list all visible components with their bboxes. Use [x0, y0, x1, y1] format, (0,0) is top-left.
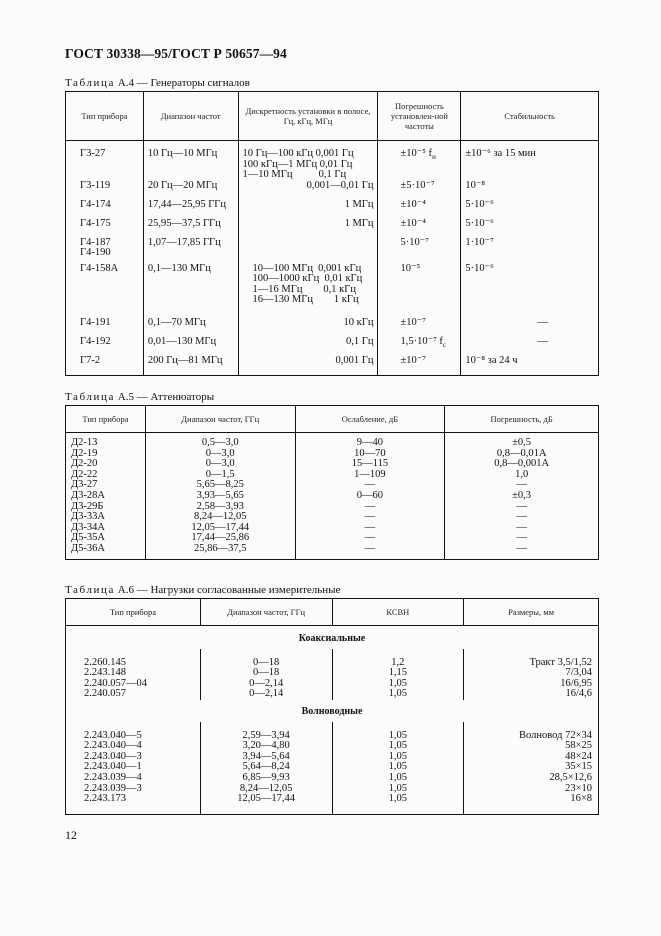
frequency-range-cell: 0—3,0	[145, 459, 295, 470]
device-type-cell: 2.243.173	[66, 794, 201, 805]
table-row	[66, 773, 599, 784]
frequency-range-cell: 200 Гц—81 МГц	[143, 356, 238, 376]
caption-prefix: Таблица	[65, 584, 115, 596]
frequency-range-cell: 0—18	[200, 658, 332, 669]
discreteness-line: 10 кГц	[343, 316, 374, 328]
attenuation-cell: —	[295, 523, 445, 534]
vswr-cell: 1,05	[332, 794, 464, 805]
discreteness-line: 100 кГц—1 МГц 0,01 Гц	[242, 158, 353, 170]
stability-cell: 1·10⁻⁷	[461, 238, 599, 264]
error-cell	[378, 181, 461, 200]
dimensions-cell: 28,5×12,6	[464, 773, 599, 784]
vswr-cell: 1,05	[332, 689, 464, 700]
table-row	[66, 752, 599, 763]
dimensions-cell: 35×15	[464, 762, 599, 773]
error-cell: ±0,5	[445, 433, 599, 449]
device-type-cell: 2.260.145	[66, 658, 201, 669]
frequency-range-cell: 17,44—25,95 ГГц	[143, 200, 238, 219]
device-type-cell: Д3-28А	[66, 491, 146, 502]
device-type-cell	[66, 181, 144, 200]
device-type-cell: Д5-36А	[66, 544, 146, 559]
device-type-cell: Д3-29Б	[66, 502, 146, 513]
table-row	[66, 264, 599, 318]
frequency-range-cell: 1,07—17,85 ГГц	[143, 238, 238, 264]
table-a6-caption	[65, 584, 340, 596]
spacer-cell	[200, 805, 332, 815]
device-type-cell	[66, 200, 144, 219]
table-row	[66, 658, 599, 669]
caption-prefix: Таблица	[65, 391, 115, 403]
stability-cell: 5·10⁻⁶	[461, 200, 599, 219]
table-row	[66, 741, 599, 752]
attenuation-cell: 15—115	[295, 459, 445, 470]
stability-cell: 5·10⁻⁶	[461, 219, 599, 238]
device-type: Г4-192	[80, 335, 111, 347]
error-cell: —	[445, 523, 599, 534]
dimensions-cell: 48×24	[464, 752, 599, 763]
spacer-row	[66, 649, 599, 658]
col-header: КСВН	[332, 599, 464, 626]
error-value: ±10⁻⁷	[400, 316, 426, 328]
frequency-range-cell: 8,24—12,05	[145, 512, 295, 523]
dimensions-cell: 58×25	[464, 741, 599, 752]
error-subscript: с	[442, 340, 447, 349]
table-row	[66, 679, 599, 690]
device-type-cell: Д5-35А	[66, 533, 146, 544]
frequency-range-cell: 5,65—8,25	[145, 480, 295, 491]
error-value: ±10⁻⁷	[400, 354, 426, 366]
error-value: 1,5·10⁻⁷ f	[400, 335, 443, 347]
frequency-range-cell: 0—2,14	[200, 679, 332, 690]
attenuation-cell: —	[295, 544, 445, 559]
error-cell: 0,8—0,01А	[445, 449, 599, 460]
frequency-range-cell: 2,58—3,93	[145, 502, 295, 513]
frequency-range-cell: 0,1—70 МГц	[143, 318, 238, 337]
frequency-range-cell: 0—1,5	[145, 470, 295, 481]
section-title: Коаксиальные	[66, 626, 599, 649]
error-subscript: н	[432, 153, 436, 162]
discreteness-cell	[238, 356, 378, 376]
device-type-cell	[66, 238, 144, 264]
discreteness-cell	[238, 318, 378, 337]
discreteness-line: 10 Гц—100 кГц 0,001 Гц	[242, 148, 354, 159]
attenuation-cell: —	[295, 533, 445, 544]
col-header: Стабильность	[461, 92, 599, 141]
error-cell: —	[445, 502, 599, 513]
discreteness-cell	[238, 200, 378, 219]
section-row	[66, 700, 599, 722]
device-type-cell: 2.243.040—4	[66, 741, 201, 752]
caption-text: А.4 — Генераторы сигналов	[117, 77, 250, 89]
discreteness-line: 1—16 МГц 0,1 кГц	[252, 283, 356, 295]
col-header: Диапазон частот	[143, 92, 238, 141]
frequency-range-cell: 0—3,0	[145, 449, 295, 460]
frequency-range-cell: 12,05—17,44	[200, 794, 332, 805]
vswr-cell: 1,05	[332, 752, 464, 763]
attenuation-cell: —	[295, 480, 445, 491]
device-type: Г4-187	[80, 236, 111, 248]
stability-cell: 5·10⁻⁶	[461, 264, 599, 318]
device-type-cell: Д2-22	[66, 470, 146, 481]
device-type: Г4-158А	[80, 262, 119, 274]
device-type-cell: Д3-27	[66, 480, 146, 491]
table-row	[66, 784, 599, 795]
error-cell: —	[445, 512, 599, 523]
device-type-cell: Д2-13	[66, 433, 146, 449]
vswr-cell: 1,05	[332, 741, 464, 752]
table-row	[66, 731, 599, 742]
caption-prefix: Таблица	[65, 77, 115, 89]
device-type-cell: 2.240.057—04	[66, 679, 201, 690]
attenuation-cell: —	[295, 512, 445, 523]
device-type-cell: 2.240.057	[66, 689, 201, 700]
error-cell	[378, 264, 461, 318]
frequency-range-cell: 10 Гц—10 МГц	[143, 141, 238, 181]
error-cell	[378, 337, 461, 356]
error-value: 10⁻⁵	[400, 262, 421, 274]
frequency-range-cell: 5,64—8,24	[200, 762, 332, 773]
table-row	[66, 794, 599, 805]
table-a4-caption	[65, 77, 250, 89]
frequency-range-cell: 25,86—37,5	[145, 544, 295, 559]
error-cell	[378, 318, 461, 337]
frequency-range-cell: 20 Гц—20 МГц	[143, 181, 238, 200]
attenuation-cell: 1—109	[295, 470, 445, 481]
col-header: Погрешность установлен-ной частоты	[378, 92, 461, 141]
vswr-cell: 1,05	[332, 762, 464, 773]
caption-text: А.6 — Нагрузки согласованные измерительные	[117, 584, 341, 596]
frequency-range-cell: 3,20—4,80	[200, 741, 332, 752]
error-cell: 1,0	[445, 470, 599, 481]
stability-cell: —	[461, 337, 599, 356]
error-value: ±10⁻⁴	[400, 217, 426, 229]
table-row	[66, 356, 599, 376]
attenuation-cell: 9—40	[295, 433, 445, 449]
discreteness-cell	[238, 238, 378, 264]
discreteness-cell	[238, 264, 378, 318]
attenuation-cell: 10—70	[295, 449, 445, 460]
error-cell	[378, 141, 461, 181]
discreteness-line: 0,001 Гц	[335, 354, 374, 366]
discreteness-cell	[238, 181, 378, 200]
col-header: Диапазон частот, ГГц	[200, 599, 332, 626]
frequency-range-cell: 3,93—5,65	[145, 491, 295, 502]
error-cell: —	[445, 480, 599, 491]
discreteness-line: 1 МГц	[344, 217, 374, 229]
stability-cell: 10⁻⁸ за 24 ч	[461, 356, 599, 376]
frequency-range-cell: 0—2,14	[200, 689, 332, 700]
device-type-cell: 2.243.040—5	[66, 731, 201, 742]
discreteness-line: 10—100 МГц 0,001 кГц	[252, 262, 362, 274]
device-type-cell: 2.243.039—3	[66, 784, 201, 795]
vswr-cell: 1,15	[332, 668, 464, 679]
device-type-cell: Д3-33А	[66, 512, 146, 523]
spacer-row	[66, 805, 599, 815]
discreteness-line: 1 МГц	[344, 198, 374, 210]
dimensions-cell: 16×8	[464, 794, 599, 805]
frequency-range-cell: 0—18	[200, 668, 332, 679]
table-row	[66, 762, 599, 773]
table-row	[66, 181, 599, 200]
table-a6	[65, 598, 599, 815]
discreteness-cell	[238, 219, 378, 238]
error-cell: ±0,3	[445, 491, 599, 502]
device-type-cell	[66, 141, 144, 181]
error-cell	[378, 219, 461, 238]
frequency-range-cell: 25,95—37,5 ГГц	[143, 219, 238, 238]
error-cell: —	[445, 544, 599, 559]
frequency-range-cell: 0,5—3,0	[145, 433, 295, 449]
error-cell	[378, 238, 461, 264]
frequency-range-cell: 12,05—17,44	[145, 523, 295, 534]
col-header: Диапазон частот, ГГц	[145, 406, 295, 433]
device-type: Г4-190	[80, 247, 111, 258]
col-header: Тип прибора	[66, 92, 144, 141]
device-type-cell: 2.243.039—4	[66, 773, 201, 784]
error-cell: 0,8—0,001А	[445, 459, 599, 470]
error-cell: —	[445, 533, 599, 544]
dimensions-cell: Волновод 72×34	[464, 731, 599, 742]
spacer-cell	[464, 805, 599, 815]
table-row	[66, 433, 599, 449]
section-title: Волноводные	[66, 700, 599, 722]
table-row	[66, 219, 599, 238]
dimensions-cell: 7/3,04	[464, 668, 599, 679]
discreteness-cell	[238, 337, 378, 356]
discreteness-line: 0,1 Гц	[346, 335, 374, 347]
device-type-cell: 2.243.040—1	[66, 762, 201, 773]
device-type-cell	[66, 219, 144, 238]
caption-text: А.5 — Аттенюаторы	[117, 391, 215, 403]
vswr-cell: 1,05	[332, 773, 464, 784]
device-type-cell	[66, 264, 144, 318]
dimensions-cell: 16/4,6	[464, 689, 599, 700]
device-type: Г4-175	[80, 217, 111, 229]
device-type: Г4-174	[80, 198, 111, 210]
device-type-cell: Д2-20	[66, 459, 146, 470]
dimensions-cell: Тракт 3,5/1,52	[464, 658, 599, 669]
device-type-cell: Д3-34А	[66, 523, 146, 534]
section-row	[66, 626, 599, 649]
error-value: 5·10⁻⁷	[400, 236, 429, 248]
col-header: Тип прибора	[66, 406, 146, 433]
frequency-range-cell: 17,44—25,86	[145, 533, 295, 544]
device-type-cell	[66, 318, 144, 337]
device-type: Г7-2	[80, 354, 101, 366]
table-a5	[65, 405, 599, 560]
device-type: Г3-27	[80, 148, 106, 159]
vswr-cell: 1,05	[332, 784, 464, 795]
discreteness-cell	[238, 141, 378, 181]
attenuation-cell: 0—60	[295, 491, 445, 502]
table-row	[66, 544, 599, 559]
discreteness-line: 1—10 МГц 0,1 Гц	[242, 169, 347, 180]
device-type: Г3-119	[80, 179, 111, 191]
col-header: Погрешность, дБ	[445, 406, 599, 433]
col-header: Дискретность установки в полосе, Гц, кГц, МГц	[238, 92, 378, 141]
col-header: Тип прибора	[66, 599, 201, 626]
stability-cell: ±10⁻⁶ за 15 мин	[461, 141, 599, 181]
error-value: ±10⁻⁴	[400, 198, 426, 210]
vswr-cell: 1,2	[332, 658, 464, 669]
table-row	[66, 238, 599, 264]
spacer-cell	[66, 805, 201, 815]
error-cell	[378, 200, 461, 219]
col-header: Ослабление, дБ	[295, 406, 445, 433]
error-value: ±5·10⁻⁷	[400, 179, 435, 191]
discreteness-line: 0,001—0,01 Гц	[306, 179, 374, 191]
device-type-cell: 2.243.148	[66, 668, 201, 679]
stability-cell: —	[461, 318, 599, 337]
table-row	[66, 491, 599, 502]
device-type-cell: Д2-19	[66, 449, 146, 460]
frequency-range-cell: 2,59—3,94	[200, 731, 332, 742]
device-type: Г4-191	[80, 316, 111, 328]
table-row	[66, 141, 599, 181]
error-value: ±10⁻⁵ f	[400, 148, 433, 159]
frequency-range-cell: 8,24—12,05	[200, 784, 332, 795]
attenuation-cell: —	[295, 502, 445, 513]
vswr-cell: 1,05	[332, 731, 464, 742]
discreteness-line: 100—1000 кГц 0,01 кГц	[252, 273, 363, 284]
table-row	[66, 689, 599, 700]
dimensions-cell: 16/6,95	[464, 679, 599, 690]
table-row	[66, 337, 599, 356]
stability-cell: 10⁻⁸	[461, 181, 599, 200]
frequency-range-cell: 0,1—130 МГц	[143, 264, 238, 318]
frequency-range-cell: 0,01—130 МГц	[143, 337, 238, 356]
dimensions-cell: 23×10	[464, 784, 599, 795]
error-cell	[378, 356, 461, 376]
document-header: ГОСТ 30338—95/ГОСТ Р 50657—94	[65, 46, 287, 61]
table-row	[66, 200, 599, 219]
frequency-range-cell: 6,85—9,93	[200, 773, 332, 784]
device-type-cell	[66, 337, 144, 356]
device-type-cell	[66, 356, 144, 376]
col-header: Размеры, мм	[464, 599, 599, 626]
device-type-cell: 2.243.040—3	[66, 752, 201, 763]
vswr-cell: 1,05	[332, 679, 464, 690]
table-a5-caption	[65, 391, 214, 403]
page-number: 12	[65, 828, 77, 842]
discreteness-line: 16—130 МГц 1 кГц	[252, 294, 359, 305]
table-a4	[65, 91, 599, 376]
table-row	[66, 318, 599, 337]
frequency-range-cell: 3,94—5,64	[200, 752, 332, 763]
spacer-cell	[332, 805, 464, 815]
